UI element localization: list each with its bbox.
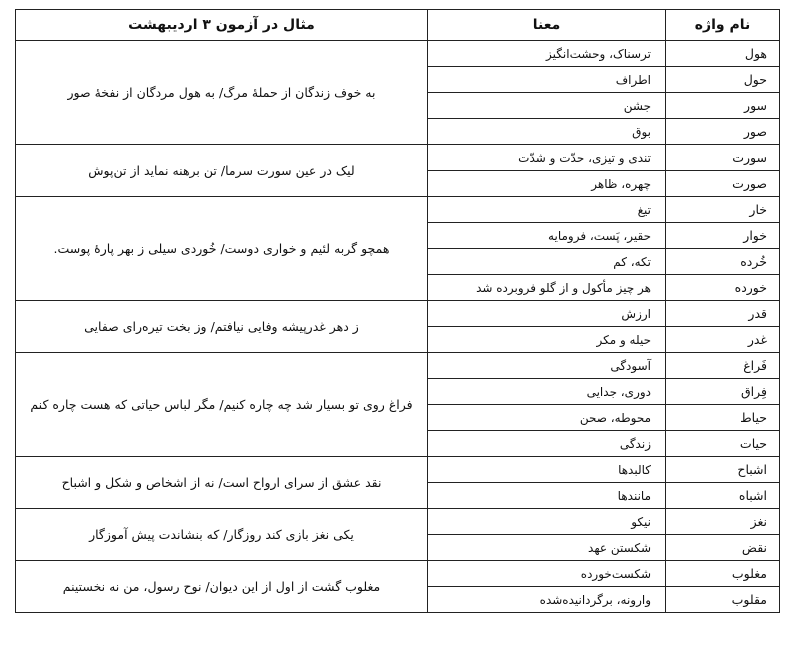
meaning-cell: شکست‌خورده (428, 561, 666, 587)
vocabulary-table (15, 9, 780, 613)
meaning-cell: چهره، ظاهر (428, 171, 666, 197)
meaning-cell: نیکو (428, 509, 666, 535)
meaning-cell: اطراف (428, 67, 666, 93)
meaning-cell: هر چیز مأکول و از گلو فروبرده شد (428, 275, 666, 301)
word-cell: خار (666, 197, 780, 223)
example-cell: مغلوب گشت از اول از این دیوان/ نوح رسول، من نه نخستینم (16, 561, 428, 613)
header-word: نام واژه (666, 10, 780, 41)
meaning-cell: زندگی (428, 431, 666, 457)
word-cell: مغلوب (666, 561, 780, 587)
example-cell: یکی نغز بازی کند روزگار/ که بنشاندت پیش آموزگار (16, 509, 428, 561)
meaning-cell: ترسناک، وحشت‌انگیز (428, 41, 666, 67)
word-cell: خوار (666, 223, 780, 249)
table-row (16, 41, 780, 67)
word-cell: صورت (666, 171, 780, 197)
header-meaning: معنا (428, 10, 666, 41)
table-row (16, 145, 780, 171)
meaning-cell: دوری، جدایی (428, 379, 666, 405)
word-cell: فَراغ (666, 353, 780, 379)
word-cell: فِراق (666, 379, 780, 405)
meaning-cell: شکستن عهد (428, 535, 666, 561)
word-cell: صور (666, 119, 780, 145)
table-row (16, 197, 780, 223)
table-row (16, 561, 780, 587)
word-cell: حیات (666, 431, 780, 457)
header-example: مثال در آزمون ۳ اردیبهشت (16, 10, 428, 41)
meaning-cell: تیغ (428, 197, 666, 223)
meaning-cell: جشن (428, 93, 666, 119)
word-cell: حول (666, 67, 780, 93)
word-cell: سور (666, 93, 780, 119)
word-cell: اشباح (666, 457, 780, 483)
word-cell: خورده (666, 275, 780, 301)
word-cell: هول (666, 41, 780, 67)
meaning-cell: محوطه، صحن (428, 405, 666, 431)
example-cell: فراغ روی تو بسیار شد چه چاره کنیم/ مگر لباس حیاتی که هست چاره کنم (16, 353, 428, 457)
table-row (16, 353, 780, 379)
example-cell: ز دهر غدرپیشه وفایی نیافتم/ وز بخت تیره‌رای صفایی (16, 301, 428, 353)
word-cell: غدر (666, 327, 780, 353)
word-cell: اشباه (666, 483, 780, 509)
word-cell: قدر (666, 301, 780, 327)
word-cell: حیاط (666, 405, 780, 431)
word-cell: خُرده (666, 249, 780, 275)
meaning-cell: وارونه، برگردانیده‌شده (428, 587, 666, 613)
word-cell: نقض (666, 535, 780, 561)
meaning-cell: مانندها (428, 483, 666, 509)
example-cell: نقد عشق از سرای ارواح است/ نه از اشخاص و شکل و اشباح (16, 457, 428, 509)
table-body (16, 41, 780, 613)
meaning-cell: تکه، کم (428, 249, 666, 275)
example-cell: به خوف زندگان از حملۀ مرگ/ به هول مردگان از نفخۀ صور (16, 41, 428, 145)
meaning-cell: حیله و مکر (428, 327, 666, 353)
table-row (16, 509, 780, 535)
meaning-cell: تندی و تیزی، حدّت و شدّت (428, 145, 666, 171)
meaning-cell: حقیر، پَست، فرومایه (428, 223, 666, 249)
word-cell: نغز (666, 509, 780, 535)
meaning-cell: بوق (428, 119, 666, 145)
example-cell: لیک در عین سورت سرما/ تن برهنه نماید از تن‌پوش (16, 145, 428, 197)
header-row (16, 10, 780, 41)
meaning-cell: کالبدها (428, 457, 666, 483)
table-row (16, 457, 780, 483)
example-cell: همچو گربه لئیم و خواری دوست/ خُوردی سیلی ز بهر پارۀ پوست. (16, 197, 428, 301)
word-cell: سورت (666, 145, 780, 171)
word-cell: مقلوب (666, 587, 780, 613)
meaning-cell: آسودگی (428, 353, 666, 379)
meaning-cell: ارزش (428, 301, 666, 327)
table-row (16, 301, 780, 327)
